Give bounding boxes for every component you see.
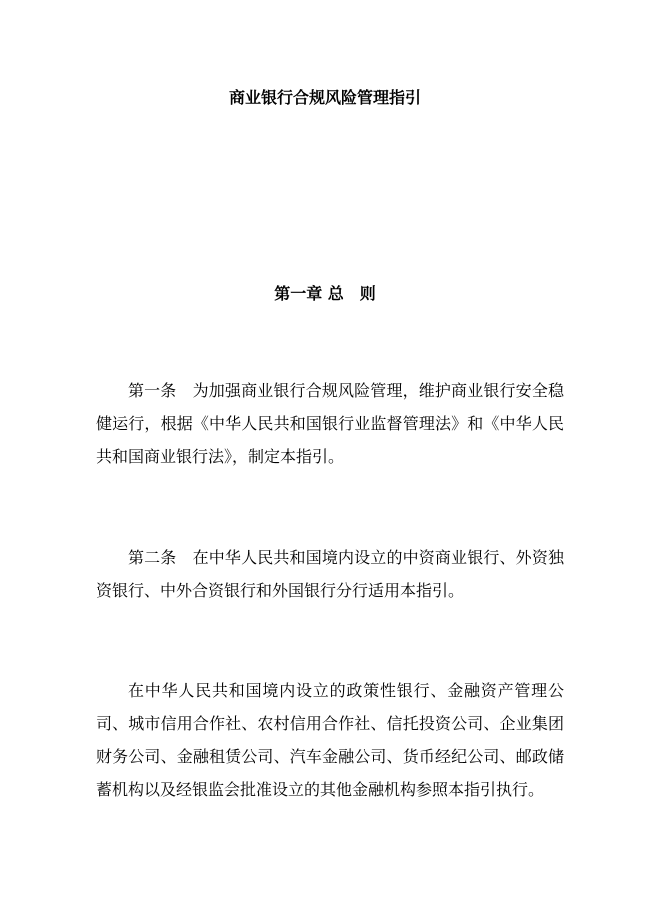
- chapter-name: 总 则: [327, 284, 376, 303]
- article-2-number: 第二条: [128, 548, 177, 567]
- article-2-paragraph: [96, 541, 564, 607]
- document-title: 商业银行合规风险管理指引: [228, 88, 421, 107]
- article-1-text: 为加强商业银行合规风险管理，维护商业银行安全稳健运行，根据《中华人民共和国银行业监督管理法》和《中华人民共和国商业银行法》，制定本指引。: [96, 381, 564, 466]
- article-2-text: 在中华人民共和国境内设立的中资商业银行、外资独资银行、中外合资银行和外国银行分行适用本指引。: [96, 548, 564, 600]
- article-1-paragraph: [96, 374, 564, 473]
- chapter-heading: [0, 282, 650, 306]
- chapter-number: 第一章: [274, 284, 323, 303]
- article-2-supplement-paragraph: 在中华人民共和国境内设立的政策性银行、金融资产管理公司、城市信用合作社、农村信用合作社、信托投资公司、企业集团财务公司、金融租赁公司、汽车金融公司、货币经纪公司、邮政储蓄机构以及经银监会批准设立的其他金融机构参照本指引执行。: [96, 681, 564, 799]
- article-1-number: 第一条: [128, 381, 177, 400]
